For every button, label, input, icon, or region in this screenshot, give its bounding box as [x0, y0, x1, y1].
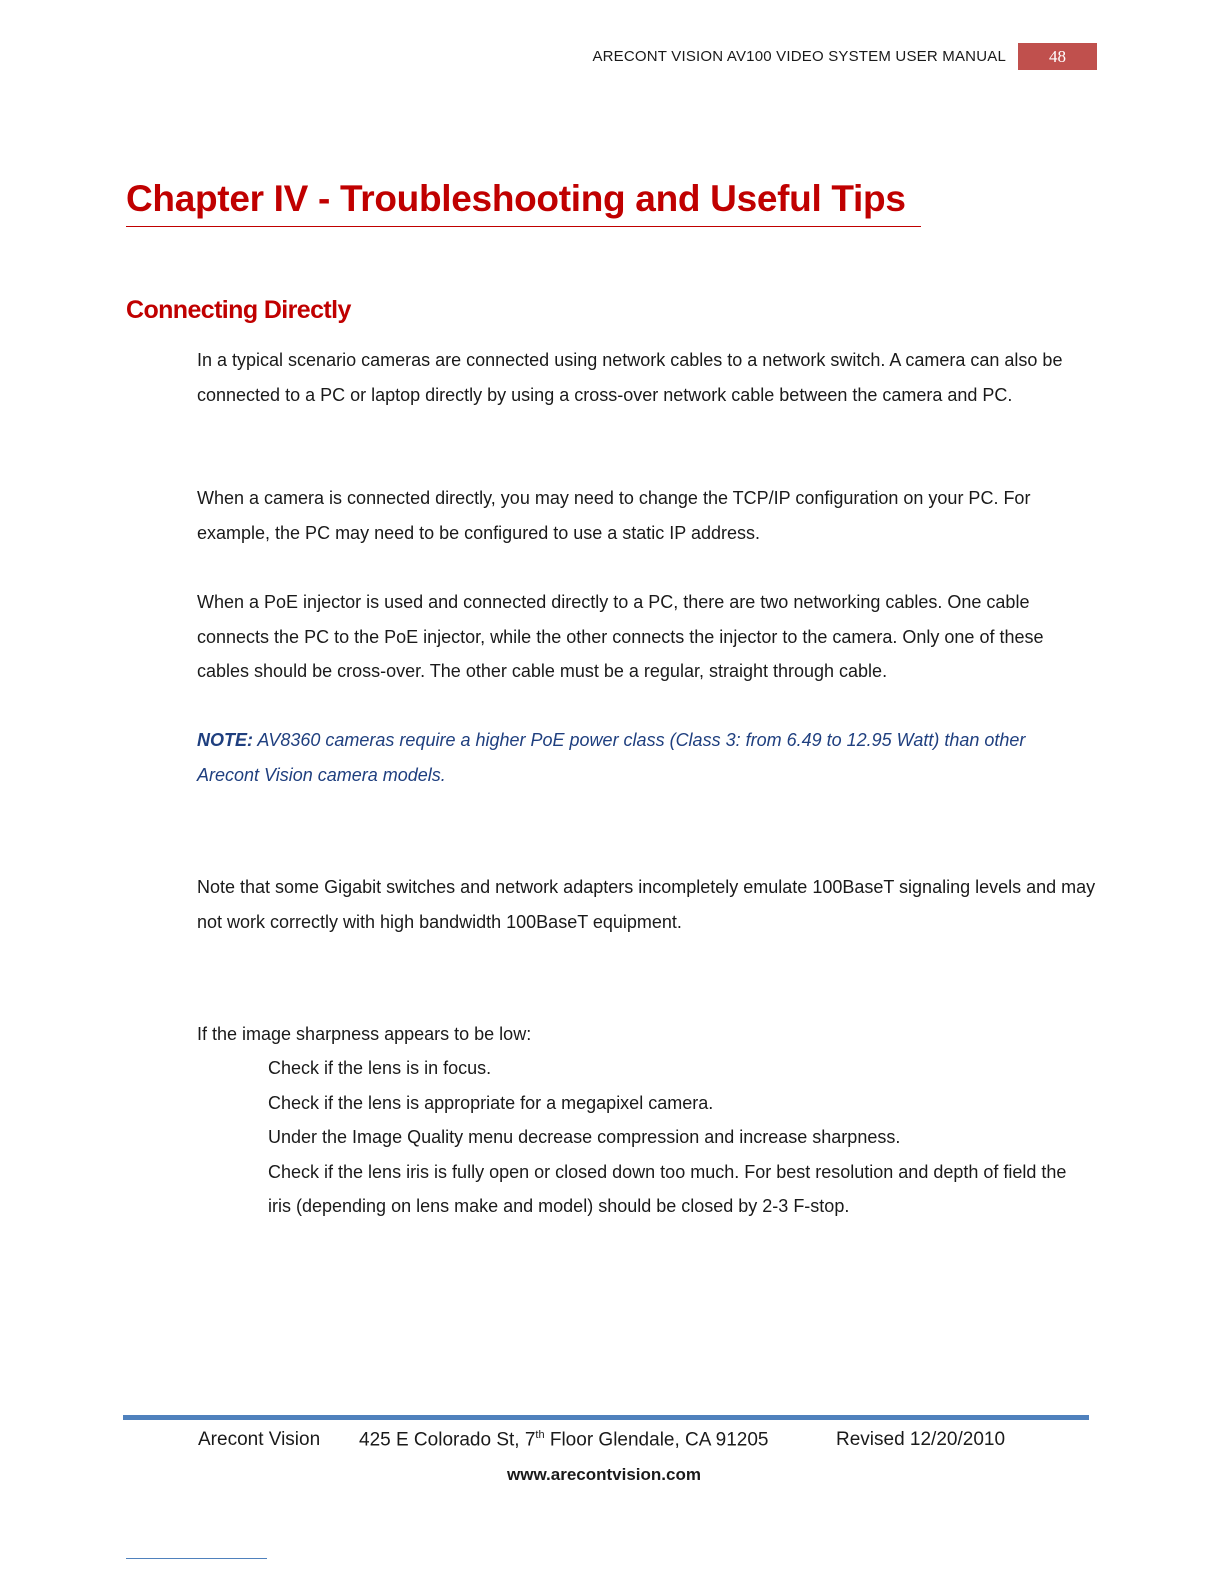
note-label: NOTE:: [197, 730, 253, 750]
paragraph-direct-connection: In a typical scenario cameras are connected using network cables to a network switch. A camera can also be connected to a PC or laptop directly by using a cross-over network cable between the camera and PC.: [197, 350, 1063, 405]
checklist-item: Check if the lens is in focus.: [268, 1058, 492, 1078]
paragraph-sharpness-intro: If the image sharpness appears to be low:: [197, 1024, 532, 1044]
checklist-item: Under the Image Quality menu decrease compression and increase sharpness.: [268, 1127, 901, 1147]
paragraph-poe-injector: When a PoE injector is used and connected directly to a PC, there are two networking cables. One cable connects the PC to the PoE injector, while the other connects the injector to the camera. Only one of these cables should be cross-over. The other cable must be a regular, straight through cable.: [197, 592, 1044, 681]
note-block: [197, 723, 1077, 792]
footer-address: 425 E Colorado St, 7th Floor Glendale, CA 91205: [359, 1429, 769, 1451]
section-title: Connecting Directly: [126, 296, 351, 324]
page-number-badge: 48: [1018, 43, 1097, 70]
footnote-separator: [126, 1558, 267, 1559]
running-header: ARECONT VISION AV100 VIDEO SYSTEM USER MANUAL: [592, 48, 1006, 65]
footer-revised-date: Revised 12/20/2010: [836, 1429, 1006, 1450]
footer-company: Arecont Vision: [198, 1429, 321, 1450]
chapter-title-underline: [126, 226, 921, 227]
note-text: AV8360 cameras require a higher PoE power class (Class 3: from 6.49 to 12.95 Watt) than other Arecont Vision camera models.: [197, 730, 1026, 785]
footer-divider: [123, 1415, 1089, 1420]
checklist-item: Check if the lens iris is fully open or closed down too much. For best resolution and depth of field the iris (depending on lens make and model) should be closed by 2-3 F-stop.: [268, 1161, 1067, 1216]
checklist-item: Check if the lens is appropriate for a megapixel camera.: [268, 1092, 714, 1113]
paragraph-tcpip-config: When a camera is connected directly, you may need to change the TCP/IP configuration on your PC. For example, the PC may need to be configured to use a static IP address.: [197, 488, 1031, 543]
paragraph-gigabit-switches: Note that some Gigabit switches and network adapters incompletely emulate 100BaseT signaling levels and may not work correctly with high bandwidth 100BaseT equipment.: [197, 877, 1096, 932]
footer-website-link[interactable]: www.arecontvision.com: [507, 1465, 701, 1484]
chapter-title: Chapter IV - Troubleshooting and Useful Tips: [126, 178, 906, 219]
sharpness-checklist: [268, 1051, 1088, 1224]
